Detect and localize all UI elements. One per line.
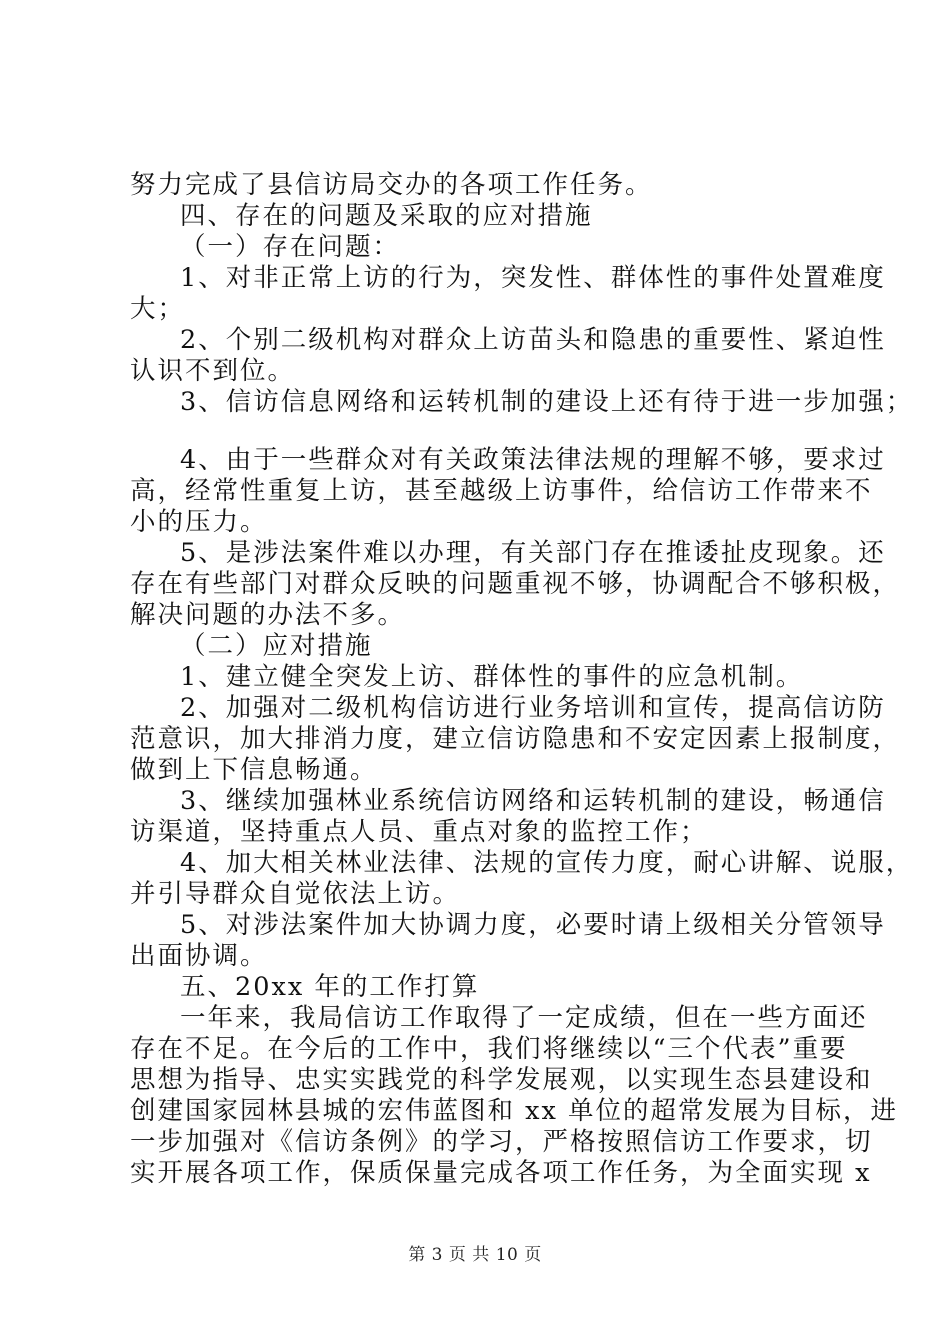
text-line: 范意识，加大排消力度，建立信访隐患和不安定因素上报制度， <box>130 724 901 754</box>
text-line: 一步加强对《信访条例》的学习，严格按照信访工作要求，切 <box>130 1127 873 1157</box>
text-line: 访渠道，坚持重点人员、重点对象的监控工作； <box>130 817 708 847</box>
text-line: 一年来，我局信访工作取得了一定成绩，但在一些方面还 <box>180 1003 868 1033</box>
document-body <box>130 170 914 1189</box>
text-line: 高，经常性重复上访，甚至越级上访事件，给信访工作带来不 <box>130 476 873 506</box>
text-line: 努力完成了县信访局交办的各项工作任务。 <box>130 170 653 200</box>
text-line: 5、是涉法案件难以办理，有关部门存在推诿扯皮现象。还 <box>180 538 886 568</box>
text-line: 做到上下信息畅通。 <box>130 755 378 785</box>
text-line: 2、个别二级机构对群众上访苗头和隐患的重要性、紧迫性 <box>180 325 886 355</box>
text-line: 解决问题的办法不多。 <box>130 600 406 630</box>
text-line: 大； <box>130 294 186 324</box>
text-line: 3、信访信息网络和运转机制的建设上还有待于进一步加强； <box>180 387 914 417</box>
text-line: 实开展各项工作，保质保量完成各项工作任务，为全面实现 x <box>130 1158 872 1188</box>
page-number-footer: 第 3 页 共 10 页 <box>408 1245 542 1265</box>
text-line: 小的压力。 <box>130 507 268 537</box>
text-line: 4、由于一些群众对有关政策法律法规的理解不够，要求过 <box>180 445 886 475</box>
section-heading: 四、存在的问题及采取的应对措施 <box>180 201 593 231</box>
text-line: 1、建立健全突发上访、群体性的事件的应急机制。 <box>180 662 804 692</box>
text-line: 1、对非正常上访的行为，突发性、群体性的事件处置难度 <box>180 263 886 293</box>
text-line: 创建国家园林县城的宏伟蓝图和 xx 单位的超常发展为目标，进 <box>130 1096 898 1126</box>
text-line: 认识不到位。 <box>130 356 296 386</box>
subsection-heading: （二）应对措施 <box>180 631 373 661</box>
section-heading: 五、20xx 年的工作打算 <box>180 972 480 1002</box>
text-line: 存在不足。在今后的工作中，我们将继续以“三个代表”重要 <box>130 1034 848 1064</box>
text-line: 思想为指导、忠实实践党的科学发展观，以实现生态县建设和 <box>130 1065 873 1095</box>
paragraph-gap <box>130 418 830 445</box>
subsection-heading: （一）存在问题： <box>180 232 401 262</box>
text-line: 4、加大相关林业法律、法规的宣传力度，耐心讲解、说服， <box>180 848 914 878</box>
text-line: 存在有些部门对群众反映的问题重视不够，协调配合不够积极， <box>130 569 901 599</box>
text-line: 2、加强对二级机构信访进行业务培训和宣传，提高信访防 <box>180 693 886 723</box>
text-line: 5、对涉法案件加大协调力度，必要时请上级相关分管领导 <box>180 910 886 940</box>
text-line: 并引导群众自觉依法上访。 <box>130 879 461 909</box>
text-line: 3、继续加强林业系统信访网络和运转机制的建设，畅通信 <box>180 786 886 816</box>
text-line: 出面协调。 <box>130 941 268 971</box>
